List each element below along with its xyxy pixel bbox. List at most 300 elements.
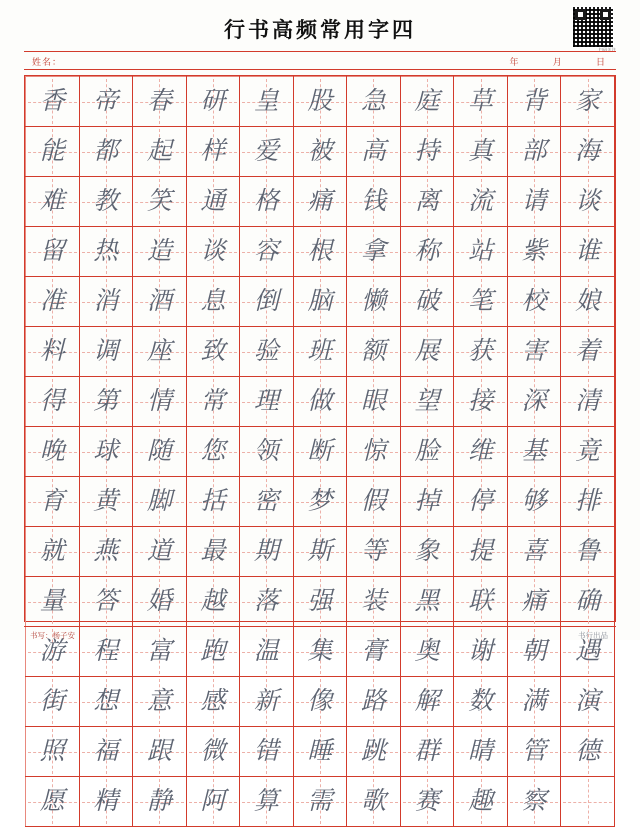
- grid-cell[interactable]: [293, 77, 347, 127]
- grid-cell[interactable]: [240, 277, 294, 327]
- grid-cell[interactable]: [454, 627, 508, 677]
- grid-cell[interactable]: [186, 127, 240, 177]
- grid-cell[interactable]: [347, 777, 401, 827]
- character-glyph: 清: [575, 388, 601, 415]
- character-glyph: 随: [146, 438, 172, 465]
- grid-cell[interactable]: [507, 277, 561, 327]
- grid-cell[interactable]: [293, 577, 347, 627]
- grid-cell[interactable]: [26, 527, 80, 577]
- character-glyph: 演: [575, 688, 601, 715]
- grid-cell[interactable]: [347, 177, 401, 227]
- character-glyph: 望: [414, 388, 440, 415]
- grid-cell[interactable]: [561, 177, 615, 227]
- character-glyph: 静: [146, 788, 172, 815]
- grid-cell[interactable]: [400, 77, 454, 127]
- character-glyph: 燕: [93, 538, 119, 565]
- character-glyph: 娘: [575, 288, 601, 315]
- character-glyph: 温: [253, 638, 279, 665]
- grid-cell[interactable]: [133, 777, 187, 827]
- grid-cell[interactable]: [400, 277, 454, 327]
- grid-cell[interactable]: [507, 577, 561, 627]
- grid-cell[interactable]: [454, 727, 508, 777]
- character-glyph: 请: [521, 188, 547, 215]
- grid-row: [26, 427, 615, 477]
- character-glyph: 眼: [360, 388, 386, 415]
- grid-cell[interactable]: [561, 377, 615, 427]
- grid-row: [26, 627, 615, 677]
- grid-cell[interactable]: [507, 227, 561, 277]
- grid-cell[interactable]: [240, 177, 294, 227]
- grid-row: [26, 527, 615, 577]
- grid-cell[interactable]: [26, 127, 80, 177]
- grid-cell[interactable]: [133, 727, 187, 777]
- name-label: 姓名：: [32, 57, 63, 67]
- cell-guide-horizontal: [563, 802, 612, 803]
- grid-cell[interactable]: [507, 177, 561, 227]
- grid-cell[interactable]: [133, 127, 187, 177]
- grid-cell[interactable]: [507, 477, 561, 527]
- grid-cell[interactable]: [561, 577, 615, 627]
- grid-cell[interactable]: [186, 427, 240, 477]
- grid-cell[interactable]: [507, 127, 561, 177]
- grid-cell[interactable]: [561, 727, 615, 777]
- character-glyph: 脑: [307, 288, 333, 315]
- grid-cell[interactable]: [454, 527, 508, 577]
- character-glyph: 留: [39, 238, 65, 265]
- character-glyph: 谢: [468, 638, 494, 665]
- character-glyph: 背: [521, 88, 547, 115]
- character-glyph: 紫: [521, 238, 547, 265]
- character-glyph: 都: [93, 138, 119, 165]
- character-glyph: 睛: [468, 738, 494, 765]
- grid-cell[interactable]: [133, 327, 187, 377]
- character-glyph: 满: [521, 688, 547, 715]
- grid-row: [26, 477, 615, 527]
- grid-cell[interactable]: [293, 127, 347, 177]
- character-glyph: 富: [146, 638, 172, 665]
- character-glyph: 察: [521, 788, 547, 815]
- character-glyph: 掉: [414, 488, 440, 515]
- grid-cell[interactable]: [133, 377, 187, 427]
- character-glyph: 草: [468, 88, 494, 115]
- character-glyph: 装: [360, 588, 386, 615]
- character-glyph: 管: [521, 738, 547, 765]
- character-glyph: 钱: [360, 188, 386, 215]
- character-glyph: 帝: [93, 88, 119, 115]
- grid-cell[interactable]: [133, 527, 187, 577]
- cell-guide-vertical: [588, 779, 589, 824]
- character-glyph: 落: [253, 588, 279, 615]
- character-glyph: 展: [414, 338, 440, 365]
- grid-cell[interactable]: [454, 277, 508, 327]
- grid-cell[interactable]: [561, 477, 615, 527]
- grid-cell[interactable]: [186, 527, 240, 577]
- character-glyph: 起: [146, 138, 172, 165]
- grid-row: [26, 77, 615, 127]
- character-glyph: 拿: [360, 238, 386, 265]
- grid-cell[interactable]: [240, 377, 294, 427]
- character-glyph: 算: [253, 788, 279, 815]
- character-glyph: 接: [468, 388, 494, 415]
- grid-cell[interactable]: [507, 327, 561, 377]
- grid-cell[interactable]: [400, 377, 454, 427]
- grid-cell[interactable]: [186, 277, 240, 327]
- grid-cell[interactable]: [561, 427, 615, 477]
- grid-cell[interactable]: [186, 77, 240, 127]
- grid-cell[interactable]: [561, 777, 615, 827]
- grid-cell[interactable]: [26, 377, 80, 427]
- grid-cell[interactable]: [454, 677, 508, 727]
- grid-cell[interactable]: [400, 427, 454, 477]
- grid-cell[interactable]: [79, 427, 133, 477]
- character-glyph: 赛: [414, 788, 440, 815]
- grid-cell[interactable]: [293, 727, 347, 777]
- grid-cell[interactable]: [186, 477, 240, 527]
- grid-cell[interactable]: [507, 777, 561, 827]
- character-glyph: 研: [200, 88, 226, 115]
- grid-row: [26, 327, 615, 377]
- character-glyph: 愿: [39, 788, 65, 815]
- character-glyph: 鲁: [575, 538, 601, 565]
- grid-cell[interactable]: [79, 277, 133, 327]
- grid-cell[interactable]: [240, 227, 294, 277]
- grid-cell[interactable]: [347, 477, 401, 527]
- grid-cell[interactable]: [26, 627, 80, 677]
- character-glyph: 笔: [468, 288, 494, 315]
- grid-cell[interactable]: [293, 227, 347, 277]
- grid-cell[interactable]: [400, 577, 454, 627]
- grid-cell[interactable]: [26, 327, 80, 377]
- grid-cell[interactable]: [133, 677, 187, 727]
- grid-cell[interactable]: [347, 627, 401, 677]
- grid-cell[interactable]: [347, 377, 401, 427]
- character-glyph: 脸: [414, 438, 440, 465]
- character-glyph: 密: [253, 488, 279, 515]
- grid-cell[interactable]: [347, 727, 401, 777]
- grid-cell[interactable]: [454, 127, 508, 177]
- character-glyph: 破: [414, 288, 440, 315]
- grid-cell[interactable]: [79, 627, 133, 677]
- grid-cell[interactable]: [293, 777, 347, 827]
- character-glyph: 婚: [146, 588, 172, 615]
- grid-cell[interactable]: [454, 777, 508, 827]
- grid-cell[interactable]: [186, 327, 240, 377]
- grid-cell[interactable]: [26, 677, 80, 727]
- character-glyph: 流: [468, 188, 494, 215]
- grid-cell[interactable]: [26, 577, 80, 627]
- character-glyph: 球: [93, 438, 119, 465]
- character-glyph: 跑: [200, 638, 226, 665]
- character-glyph: 够: [521, 488, 547, 515]
- grid-cell[interactable]: [240, 677, 294, 727]
- character-glyph: 越: [200, 588, 226, 615]
- character-glyph: 致: [200, 338, 226, 365]
- grid-cell[interactable]: [79, 727, 133, 777]
- grid-cell[interactable]: [133, 477, 187, 527]
- grid-cell[interactable]: [186, 227, 240, 277]
- grid-cell[interactable]: [133, 577, 187, 627]
- grid-cell[interactable]: [400, 627, 454, 677]
- character-glyph: 游: [39, 638, 65, 665]
- character-glyph: 格: [253, 188, 279, 215]
- grid-table: [25, 76, 615, 827]
- character-glyph: 获: [468, 338, 494, 365]
- grid-cell[interactable]: [293, 177, 347, 227]
- grid-cell[interactable]: [293, 677, 347, 727]
- character-glyph: 调: [93, 338, 119, 365]
- character-glyph: 做: [307, 388, 333, 415]
- character-glyph: 着: [575, 338, 601, 365]
- grid-cell[interactable]: [561, 227, 615, 277]
- grid-cell[interactable]: [79, 527, 133, 577]
- character-glyph: 趣: [468, 788, 494, 815]
- character-glyph: 想: [93, 688, 119, 715]
- footer-credit-left: 书写：杨子安: [30, 631, 75, 640]
- grid-cell[interactable]: [79, 177, 133, 227]
- character-glyph: 离: [414, 188, 440, 215]
- grid-cell[interactable]: [186, 577, 240, 627]
- grid-cell[interactable]: [26, 727, 80, 777]
- character-glyph: 斯: [307, 538, 333, 565]
- grid-cell[interactable]: [293, 377, 347, 427]
- character-glyph: 校: [521, 288, 547, 315]
- grid-cell[interactable]: [347, 527, 401, 577]
- qr-code-icon[interactable]: [572, 6, 614, 48]
- grid-cell[interactable]: [240, 427, 294, 477]
- grid-cell[interactable]: [240, 627, 294, 677]
- footer-credit-right: 书行出品: [578, 631, 608, 640]
- grid-cell[interactable]: [186, 777, 240, 827]
- character-glyph: 班: [307, 338, 333, 365]
- grid-cell[interactable]: [454, 377, 508, 427]
- grid-cell[interactable]: [133, 627, 187, 677]
- grid-cell[interactable]: [347, 127, 401, 177]
- grid-cell[interactable]: [79, 577, 133, 627]
- grid-cell[interactable]: [26, 777, 80, 827]
- character-glyph: 黄: [93, 488, 119, 515]
- character-glyph: 验: [253, 338, 279, 365]
- grid-cell[interactable]: [507, 77, 561, 127]
- grid-cell[interactable]: [347, 677, 401, 727]
- grid-cell[interactable]: [561, 677, 615, 727]
- character-glyph: 热: [93, 238, 119, 265]
- grid-cell[interactable]: [79, 677, 133, 727]
- grid-cell[interactable]: [347, 327, 401, 377]
- character-glyph: 提: [468, 538, 494, 565]
- character-glyph: 维: [468, 438, 494, 465]
- character-glyph: 梦: [307, 488, 333, 515]
- character-glyph: 料: [39, 338, 65, 365]
- character-glyph: 谈: [575, 188, 601, 215]
- grid-cell[interactable]: [561, 527, 615, 577]
- grid-cell[interactable]: [293, 527, 347, 577]
- grid-cell[interactable]: [507, 427, 561, 477]
- grid-cell[interactable]: [293, 627, 347, 677]
- grid-cell[interactable]: [347, 77, 401, 127]
- character-glyph: 括: [200, 488, 226, 515]
- grid-cell[interactable]: [79, 477, 133, 527]
- character-glyph: 容: [253, 238, 279, 265]
- grid-cell[interactable]: [133, 227, 187, 277]
- grid-cell[interactable]: [26, 227, 80, 277]
- month-label: 月: [552, 57, 563, 67]
- grid-cell[interactable]: [561, 627, 615, 677]
- character-glyph: 笑: [146, 188, 172, 215]
- grid-cell[interactable]: [507, 727, 561, 777]
- grid-cell[interactable]: [240, 327, 294, 377]
- grid-cell[interactable]: [240, 577, 294, 627]
- character-glyph: 脚: [146, 488, 172, 515]
- grid-cell[interactable]: [400, 327, 454, 377]
- page-title: 行书高频常用字四: [224, 18, 416, 42]
- grid-cell[interactable]: [240, 527, 294, 577]
- grid-cell[interactable]: [507, 627, 561, 677]
- grid-cell[interactable]: [454, 77, 508, 127]
- character-glyph: 错: [253, 738, 279, 765]
- character-glyph: 称: [414, 238, 440, 265]
- grid-cell[interactable]: [186, 677, 240, 727]
- character-glyph: 害: [521, 338, 547, 365]
- character-glyph: 被: [307, 138, 333, 165]
- character-glyph: 常: [200, 388, 226, 415]
- grid-cell[interactable]: [26, 427, 80, 477]
- grid-cell[interactable]: [293, 327, 347, 377]
- grid-cell[interactable]: [507, 377, 561, 427]
- character-glyph: 皇: [253, 88, 279, 115]
- grid-cell[interactable]: [561, 77, 615, 127]
- character-glyph: 持: [414, 138, 440, 165]
- character-glyph: 部: [521, 138, 547, 165]
- character-glyph: 站: [468, 238, 494, 265]
- character-glyph: 需: [307, 788, 333, 815]
- grid-cell[interactable]: [454, 327, 508, 377]
- grid-row: [26, 677, 615, 727]
- character-glyph: 阿: [200, 788, 226, 815]
- grid-cell[interactable]: [400, 177, 454, 227]
- grid-cell[interactable]: [186, 727, 240, 777]
- character-glyph: 根: [307, 238, 333, 265]
- character-glyph: 歌: [360, 788, 386, 815]
- character-glyph: 假: [360, 488, 386, 515]
- character-glyph: 难: [39, 188, 65, 215]
- grid-cell[interactable]: [240, 777, 294, 827]
- grid-cell[interactable]: [561, 277, 615, 327]
- grid-cell[interactable]: [26, 77, 80, 127]
- character-glyph: 确: [575, 588, 601, 615]
- grid-cell[interactable]: [400, 777, 454, 827]
- grid-cell[interactable]: [133, 427, 187, 477]
- grid-cell[interactable]: [347, 577, 401, 627]
- character-glyph: 座: [146, 338, 172, 365]
- grid-cell[interactable]: [186, 377, 240, 427]
- grid-cell[interactable]: [454, 577, 508, 627]
- grid-row: [26, 727, 615, 777]
- character-glyph: 样: [200, 138, 226, 165]
- grid-cell[interactable]: [400, 677, 454, 727]
- grid-cell[interactable]: [507, 677, 561, 727]
- grid-row: [26, 177, 615, 227]
- grid-cell[interactable]: [26, 177, 80, 227]
- grid-cell[interactable]: [240, 727, 294, 777]
- grid-cell[interactable]: [79, 377, 133, 427]
- character-glyph: 断: [307, 438, 333, 465]
- character-glyph: 街: [39, 688, 65, 715]
- grid-cell[interactable]: [454, 427, 508, 477]
- grid-cell[interactable]: [507, 527, 561, 577]
- grid-cell[interactable]: [400, 127, 454, 177]
- grid-cell[interactable]: [133, 277, 187, 327]
- grid-cell[interactable]: [133, 177, 187, 227]
- grid-cell[interactable]: [293, 477, 347, 527]
- character-glyph: 精: [93, 788, 119, 815]
- grid-cell[interactable]: [79, 327, 133, 377]
- character-glyph: 情: [146, 388, 172, 415]
- grid-cell[interactable]: [240, 77, 294, 127]
- character-glyph: 德: [575, 738, 601, 765]
- grid-cell[interactable]: [79, 227, 133, 277]
- grid-cell[interactable]: [454, 227, 508, 277]
- grid-row: [26, 227, 615, 277]
- character-glyph: 酒: [146, 288, 172, 315]
- character-glyph: 您: [200, 438, 226, 465]
- grid-cell[interactable]: [293, 427, 347, 477]
- character-glyph: 感: [200, 688, 226, 715]
- character-glyph: 朝: [521, 638, 547, 665]
- grid-cell[interactable]: [561, 127, 615, 177]
- grid-cell[interactable]: [26, 477, 80, 527]
- character-glyph: 真: [468, 138, 494, 165]
- grid-cell[interactable]: [79, 777, 133, 827]
- grid-cell[interactable]: [454, 477, 508, 527]
- grid-cell[interactable]: [293, 277, 347, 327]
- character-glyph: 准: [39, 288, 65, 315]
- grid-cell[interactable]: [240, 127, 294, 177]
- grid-cell[interactable]: [79, 77, 133, 127]
- grid-cell[interactable]: [347, 427, 401, 477]
- grid-cell[interactable]: [400, 477, 454, 527]
- grid-row: [26, 277, 615, 327]
- character-glyph: 像: [307, 688, 333, 715]
- character-glyph: 能: [39, 138, 65, 165]
- character-glyph: 晚: [39, 438, 65, 465]
- character-glyph: 痛: [521, 588, 547, 615]
- character-glyph: 就: [39, 538, 65, 565]
- character-glyph: 路: [360, 688, 386, 715]
- grid-cell[interactable]: [400, 527, 454, 577]
- grid-cell[interactable]: [26, 277, 80, 327]
- character-glyph: 喜: [521, 538, 547, 565]
- character-glyph: 额: [360, 338, 386, 365]
- grid-cell[interactable]: [79, 127, 133, 177]
- grid-cell[interactable]: [186, 177, 240, 227]
- character-glyph: 答: [93, 588, 119, 615]
- character-glyph: 强: [307, 588, 333, 615]
- character-glyph: 惊: [360, 438, 386, 465]
- grid-cell[interactable]: [561, 327, 615, 377]
- grid-cell[interactable]: [240, 477, 294, 527]
- grid-cell[interactable]: [347, 277, 401, 327]
- grid-cell[interactable]: [400, 727, 454, 777]
- character-glyph: 集: [307, 638, 333, 665]
- character-glyph: 理: [253, 388, 279, 415]
- grid-row: [26, 127, 615, 177]
- grid-cell[interactable]: [133, 77, 187, 127]
- character-glyph: 谁: [575, 238, 601, 265]
- grid-cell[interactable]: [400, 227, 454, 277]
- grid-cell[interactable]: [186, 627, 240, 677]
- grid-cell[interactable]: [454, 177, 508, 227]
- grid-cell[interactable]: [347, 227, 401, 277]
